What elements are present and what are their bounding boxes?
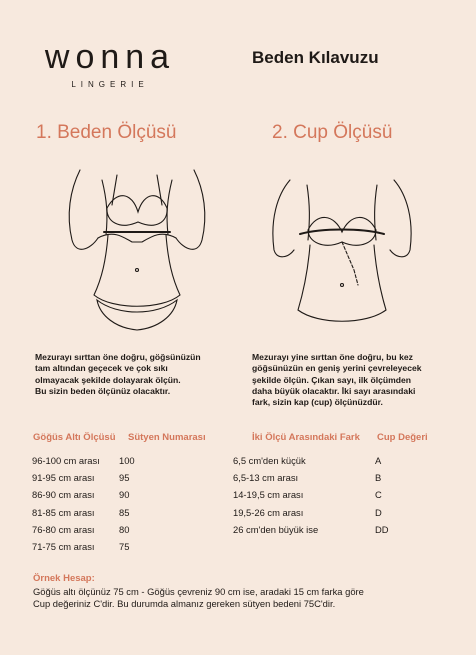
example-text [33,586,453,610]
table-cell: 85 [119,506,130,518]
brand-wordmark: wonna [44,38,176,76]
text-line: olmayacak şekilde dolayarak ölçün. [35,374,181,385]
cup-measure-illustration [262,160,422,340]
cup-table-col-cup [375,452,435,538]
table-cell: 26 cm'den büyük ise [233,523,319,535]
table-cell: 81-85 cm arası [32,506,95,518]
table-cell: 95 [119,472,130,484]
table-cell: A [375,455,382,467]
band-table-header-size: Sütyen Numarası [128,432,206,443]
text-line: Mezurayı sırttan öne doğru, göğsünüzün [35,352,201,362]
table-cell: 76-80 cm arası [32,523,95,535]
brand-logo [40,40,180,89]
text-line: Göğüs altı ölçünüz 75 cm - Göğüs çevreniz 90 cm ise, aradaki 15 cm farka göre [33,586,364,597]
table-cell: 86-90 cm arası [32,489,95,501]
table-cell: 80 [119,523,130,535]
text-line: göğsünüzün en geniş yerini çevreleyecek [252,363,422,374]
text-line: fark, sizin kap (cup) ölçünüzdür. [252,397,383,408]
brand-subtitle: LINGERIE [71,80,149,89]
band-section-title: 1. Beden Ölçüsü [36,122,177,143]
table-cell: 6,5-13 cm arası [233,472,299,484]
text-line: şekilde ölçün. Çıkan sayı, ilk ölçümden [252,374,412,385]
table-cell: 91-95 cm arası [32,472,95,484]
cup-table-col-difference [233,452,363,538]
table-cell: D [375,506,382,518]
band-table-header-underbust: Göğüs Altı Ölçüsü [33,432,116,443]
band-instructions [35,352,235,397]
table-cell: 75 [119,541,130,553]
table-cell: DD [375,523,389,535]
band-table-col-underbust [32,452,122,555]
text-line: Cup değeriniz C'dir. Bu durumda almanız gereken sütyen bedeni 75C'dir. [33,598,336,609]
band-table-col-size [119,452,214,555]
table-cell: 14-19,5 cm arası [233,489,304,501]
text-line: tam altından geçecek ve çok sıkı [35,363,168,374]
table-cell: 96-100 cm arası [32,455,100,467]
table-cell: 90 [119,489,130,501]
table-cell: 71-75 cm arası [32,541,95,553]
text-line: daha büyük olacaktır. İki sayı arasındaki [252,385,416,396]
band-measure-illustration [62,160,212,340]
table-cell: C [375,489,382,501]
table-cell: 100 [119,455,135,467]
table-cell: 19,5-26 cm arası [233,506,304,518]
table-cell: B [375,472,382,484]
cup-section-title: 2. Cup Ölçüsü [272,122,393,143]
page-title: Beden Kılavuzu [252,48,379,67]
table-cell: 6,5 cm'den küçük [233,455,306,467]
cup-table-header-difference: İki Ölçü Arasındaki Fark [252,432,360,443]
cup-table-header-cup: Cup Değeri [377,432,428,443]
example-label: Örnek Hesap: [33,573,95,584]
text-line: Bu sizin beden ölçünüz olacaktır. [35,385,171,396]
text-line: Mezurayı yine sırttan öne doğru, bu kez [252,352,413,362]
cup-instructions [252,352,457,408]
